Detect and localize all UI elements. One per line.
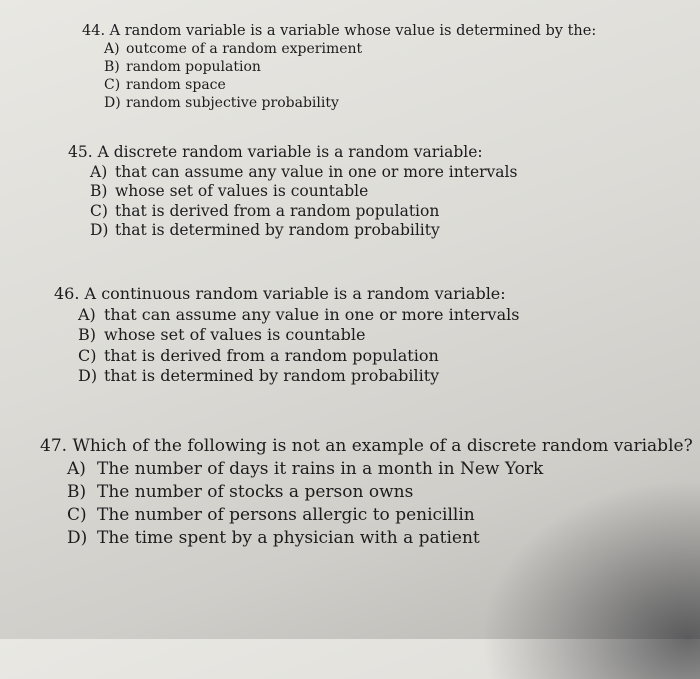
option-letter: B) [67, 482, 87, 502]
question-44 [82, 22, 596, 112]
option-text: The number of stocks a person owns [97, 482, 414, 502]
option-d [68, 221, 517, 241]
question-number: 44. [82, 23, 106, 39]
option-c [54, 346, 519, 367]
option-b [68, 182, 517, 202]
question-46 [54, 284, 519, 387]
question-text: A random variable is a variable whose value is determined by the: [109, 23, 597, 39]
option-c [82, 76, 596, 94]
question-text: A discrete random variable is a random variable: [97, 143, 483, 161]
option-text: that can assume any value in one or more intervals [104, 304, 520, 324]
option-text: that is derived from a random population [115, 201, 440, 220]
option-c [40, 504, 693, 527]
option-letter: C) [78, 345, 97, 365]
option-text: that is derived from a random population [104, 345, 439, 365]
question-number: 46. [54, 284, 80, 303]
option-d [40, 527, 693, 550]
option-letter: D) [90, 221, 109, 239]
question-text: A continuous random variable is a random variable: [84, 284, 506, 303]
option-text: that is determined by random probability [104, 366, 440, 385]
option-a [54, 305, 519, 326]
option-c [68, 202, 517, 222]
question-stem [40, 435, 693, 458]
option-letter: A) [90, 162, 108, 181]
option-a [40, 458, 693, 481]
option-b [54, 325, 519, 346]
option-d [54, 366, 519, 387]
question-47 [40, 435, 693, 550]
option-letter: B) [90, 182, 108, 200]
option-letter: D) [67, 528, 88, 548]
option-letter: D) [104, 95, 121, 111]
option-text: that can assume any value in one or more intervals [115, 162, 518, 181]
option-text: outcome of a random experiment [126, 41, 363, 57]
option-text: whose set of values is countable [115, 182, 369, 200]
option-text: The number of persons allergic to penicillin [97, 505, 475, 525]
question-45 [68, 143, 517, 241]
option-d [82, 94, 596, 112]
question-text: Which of the following is not an example of a discrete random variable? [72, 436, 693, 456]
option-text: random subjective probability [126, 95, 339, 111]
question-number: 47. [40, 436, 68, 456]
option-letter: C) [90, 201, 108, 220]
option-letter: C) [67, 505, 87, 525]
option-letter: B) [78, 325, 96, 344]
question-stem [54, 284, 519, 305]
option-text: whose set of values is countable [104, 325, 366, 344]
option-letter: D) [78, 366, 98, 385]
question-stem [82, 22, 596, 40]
option-a [82, 40, 596, 58]
option-letter: A) [78, 304, 96, 324]
option-text: random population [126, 59, 261, 75]
option-text: that is determined by random probability [115, 221, 440, 239]
option-letter: A) [67, 459, 86, 479]
option-b [40, 481, 693, 504]
option-text: The number of days it rains in a month in New York [97, 459, 544, 479]
option-a [68, 163, 517, 183]
question-stem [68, 143, 517, 163]
option-letter: C) [104, 77, 121, 93]
option-text: random space [126, 77, 226, 93]
option-letter: A) [104, 41, 120, 57]
option-letter: B) [104, 59, 120, 75]
question-number: 45. [68, 143, 93, 161]
option-b [82, 58, 596, 76]
option-text: The time spent by a physician with a patient [97, 528, 480, 548]
